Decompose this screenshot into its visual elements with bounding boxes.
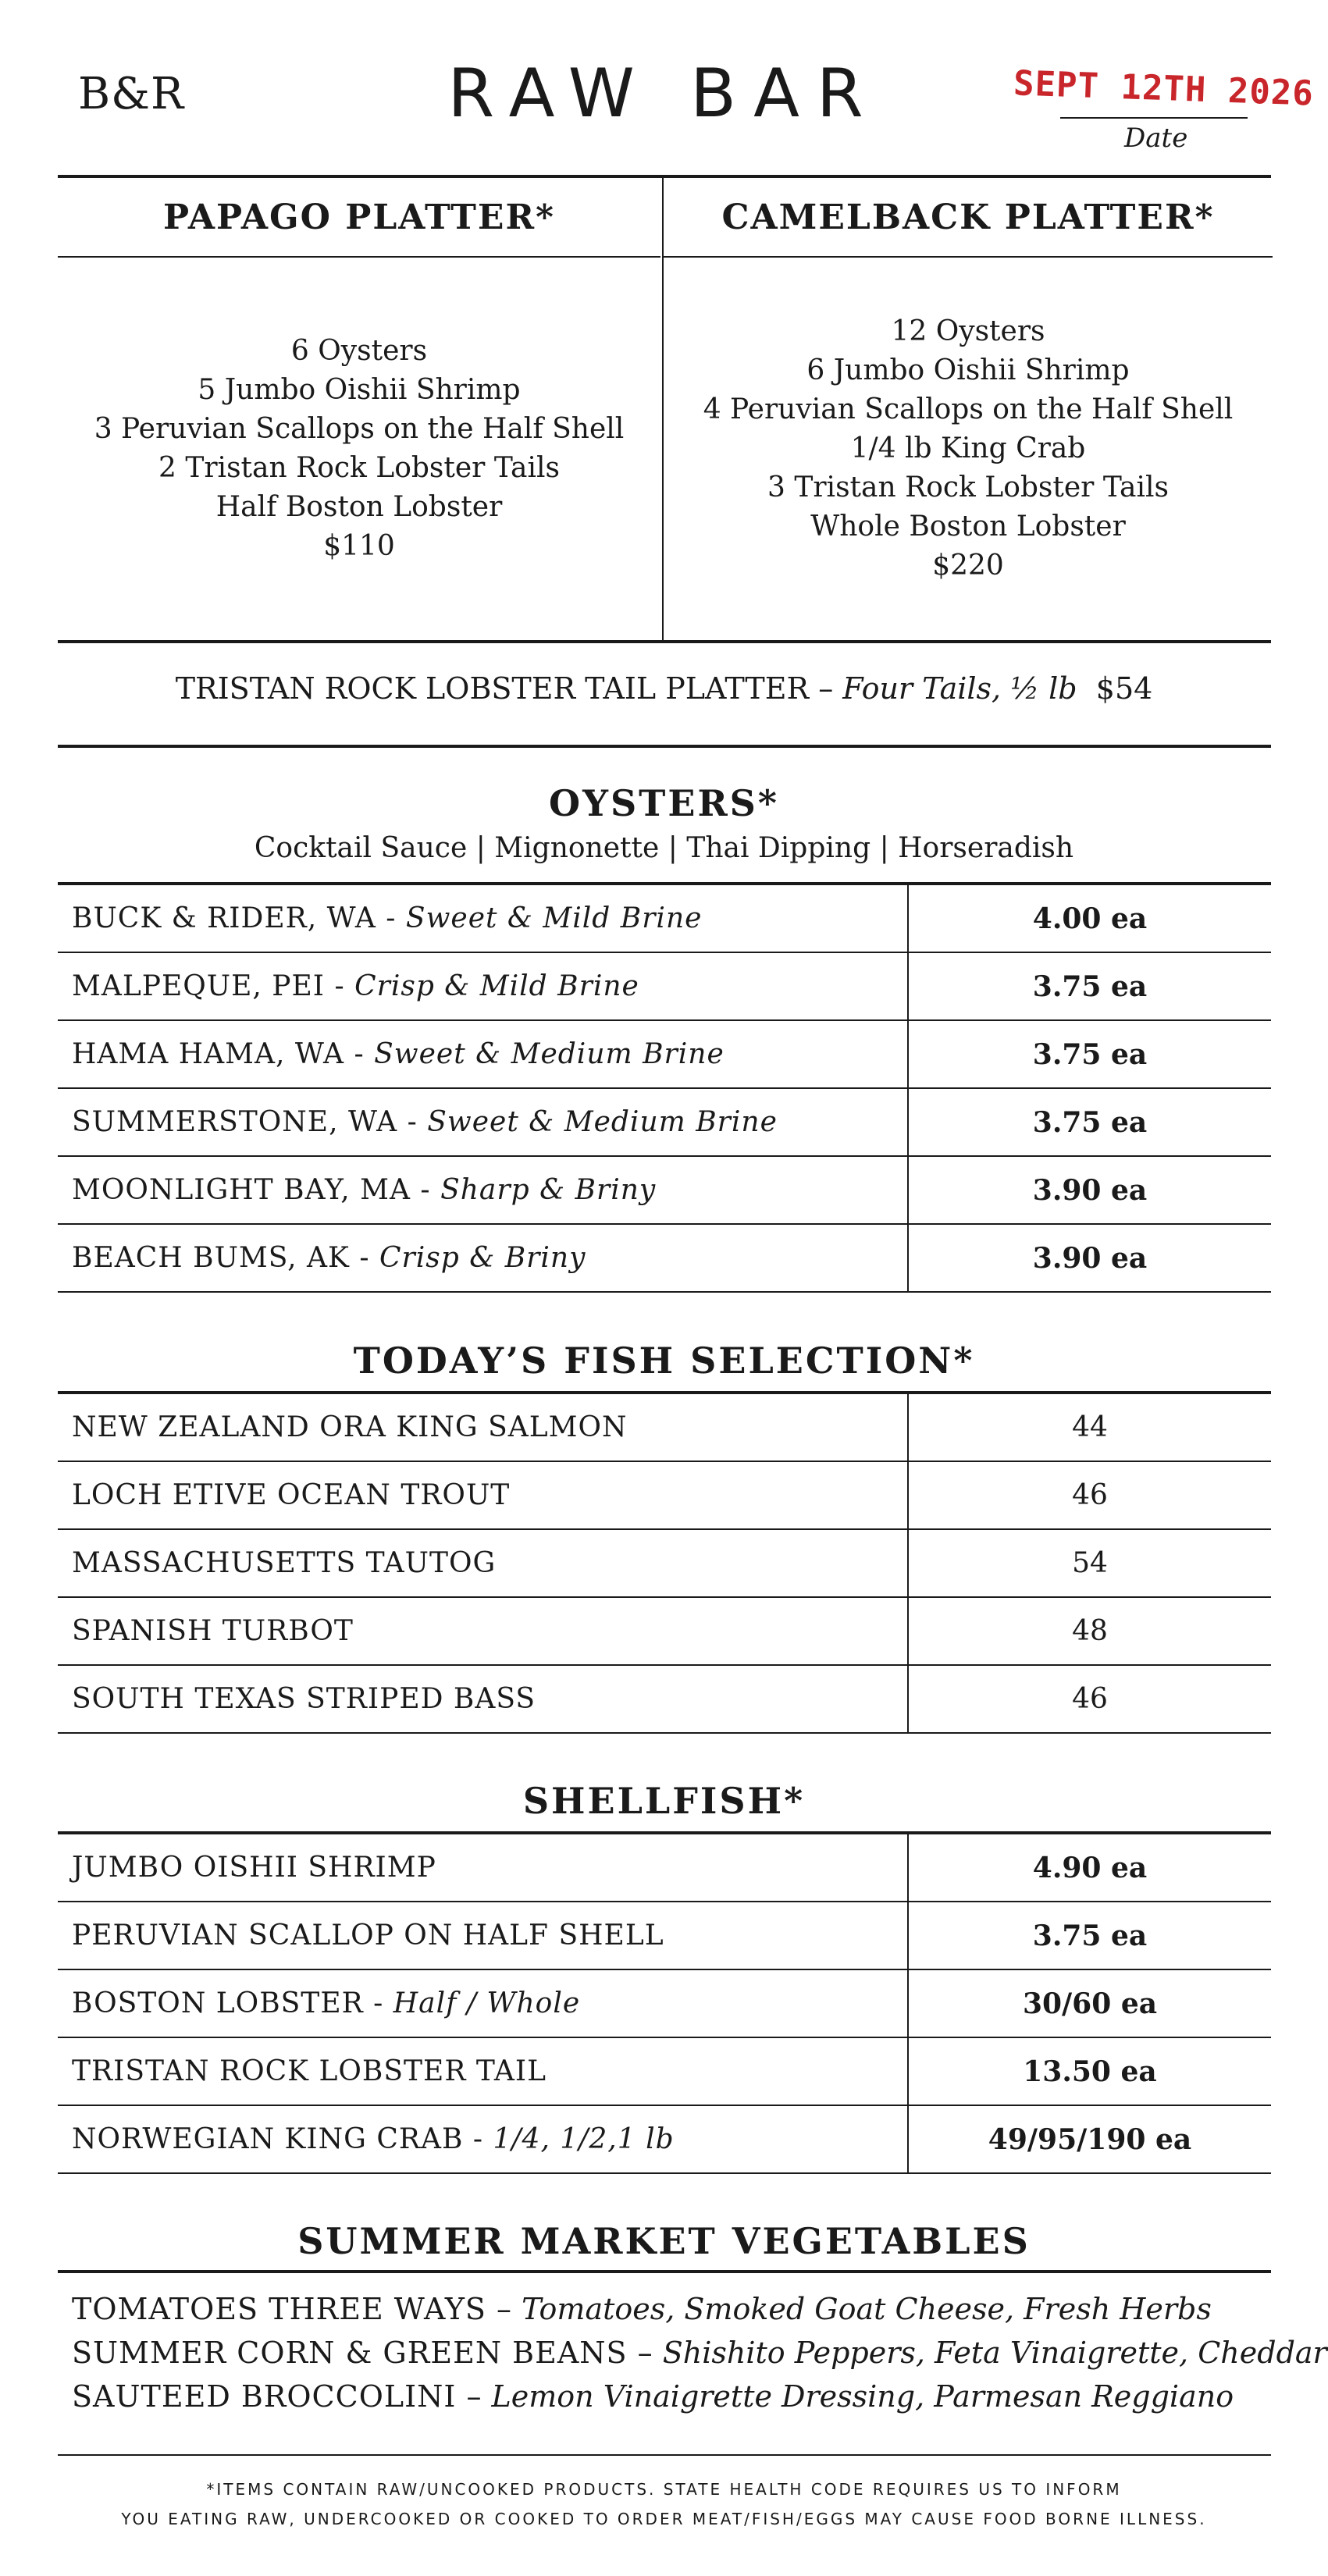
shellfish-table [58, 1831, 1271, 2174]
list-item [72, 2375, 1327, 2418]
platter-item: 12 Oysters [891, 315, 1045, 347]
item-cell [58, 1969, 908, 2037]
table-row [58, 1665, 1271, 1733]
item-desc: Sharp & Briny [440, 1174, 657, 1206]
table-row [58, 1224, 1271, 1292]
date-stamp: SEPT 12TH 2026 [1013, 63, 1315, 114]
item-price: 48 [908, 1597, 1271, 1665]
item-name: MALPEQUE, PEI - [72, 970, 345, 1002]
tail-platter-desc: Four Tails, ½ lb [842, 671, 1077, 706]
brand-logo: B&R [78, 69, 185, 119]
item-desc: Sweet & Mild Brine [405, 902, 703, 934]
date-underline [1060, 117, 1248, 119]
table-row [58, 884, 1271, 952]
item-price: 46 [908, 1665, 1271, 1733]
divider [58, 745, 1271, 748]
item-name: NEW ZEALAND ORA KING SALMON [58, 1393, 908, 1461]
veg-desc: Lemon Vinaigrette Dressing, Parmesan Reggiano [491, 2379, 1234, 2414]
item-cell [58, 2105, 908, 2173]
item-name: SUMMERSTONE, WA - [72, 1106, 418, 1138]
platter-item: 1/4 lb King Crab [850, 432, 1086, 464]
platter-papago [58, 178, 660, 640]
item-cell [58, 2037, 908, 2105]
divider [58, 2270, 1271, 2273]
item-price: 3.90 ea [908, 1224, 1271, 1292]
footnote [0, 2475, 1328, 2534]
item-price: 49/95/190 ea [908, 2105, 1271, 2173]
platter-item: 5 Jumbo Oishii Shrimp [198, 374, 521, 406]
platter-item: 3 Tristan Rock Lobster Tails [767, 471, 1170, 503]
table-row [58, 1461, 1271, 1529]
table-row [58, 1969, 1271, 2037]
table-row [58, 1020, 1271, 1088]
platter-item: 6 Jumbo Oishii Shrimp [806, 354, 1130, 386]
item-desc: Crisp & Briny [379, 1242, 586, 1274]
item-price: 44 [908, 1393, 1271, 1461]
item-name: MASSACHUSETTS TAUTOG [58, 1529, 908, 1597]
divider [58, 2454, 1271, 2456]
item-price: 46 [908, 1461, 1271, 1529]
date-label: Date [1124, 123, 1188, 154]
veg-name: SUMMER CORN & GREEN BEANS – [72, 2336, 653, 2370]
platter-item: 4 Peruvian Scallops on the Half Shell [703, 393, 1234, 425]
list-item [72, 2287, 1327, 2331]
item-price: 3.75 ea [908, 952, 1271, 1020]
item-cell [58, 884, 908, 952]
tail-platter-line [0, 671, 1328, 706]
table-row [58, 1833, 1271, 1902]
footnote-line: YOU EATING RAW, UNDERCOOKED OR COOKED TO ORDER MEAT/FISH/EGGS MAY CAUSE FOOD BORNE ILLNESS. [121, 2510, 1207, 2528]
item-price: 4.00 ea [908, 884, 1271, 952]
page-title: RAW BAR [447, 55, 881, 133]
oysters-table [58, 882, 1271, 1293]
platter-item: Whole Boston Lobster [810, 511, 1126, 543]
platter-name: CAMELBACK PLATTER* [664, 178, 1273, 258]
item-price: 3.75 ea [908, 1088, 1271, 1156]
veg-desc: Shishito Peppers, Feta Vinaigrette, Cheddar [662, 2336, 1327, 2370]
item-cell [58, 1156, 908, 1224]
item-price: 4.90 ea [908, 1833, 1271, 1902]
platters-section [58, 178, 1271, 640]
item-price: 13.50 ea [908, 2037, 1271, 2105]
list-item [72, 2331, 1327, 2375]
platter-camelback [662, 178, 1273, 640]
item-price: 3.90 ea [908, 1156, 1271, 1224]
item-desc: Crisp & Mild Brine [354, 970, 639, 1002]
table-row [58, 1597, 1271, 1665]
item-name: TRISTAN ROCK LOBSTER TAIL [72, 2055, 547, 2087]
item-name: HAMA HAMA, WA - [72, 1038, 365, 1070]
footnote-line: *ITEMS CONTAIN RAW/UNCOOKED PRODUCTS. STATE HEALTH CODE REQUIRES US TO INFORM [206, 2480, 1122, 2499]
tail-platter-price: $54 [1095, 671, 1153, 706]
item-name: NORWEGIAN KING CRAB - [72, 2123, 484, 2155]
item-name: BEACH BUMS, AK - [72, 1242, 370, 1274]
veg-desc: Tomatoes, Smoked Goat Cheese, Fresh Herbs [522, 2292, 1212, 2326]
vegetables-title: SUMMER MARKET VEGETABLES [297, 2220, 1031, 2262]
platter-contents [58, 258, 660, 640]
platter-item: 3 Peruvian Scallops on the Half Shell [94, 413, 625, 445]
platter-contents [664, 258, 1273, 640]
item-cell [58, 1833, 908, 1902]
item-name: BOSTON LOBSTER - [72, 1987, 384, 2019]
table-row [58, 2105, 1271, 2173]
item-name: SPANISH TURBOT [58, 1597, 908, 1665]
item-price: 54 [908, 1529, 1271, 1597]
item-name: LOCH ETIVE OCEAN TROUT [58, 1461, 908, 1529]
fish-table [58, 1391, 1271, 1734]
platter-item: Half Boston Lobster [215, 491, 503, 523]
veg-name: SAUTEED BROCCOLINI – [72, 2379, 482, 2414]
vegetables-list [72, 2287, 1327, 2418]
item-desc: Sweet & Medium Brine [427, 1106, 778, 1138]
item-desc: Sweet & Medium Brine [374, 1038, 725, 1070]
item-cell [58, 1902, 908, 1969]
table-row [58, 2037, 1271, 2105]
platter-price: $110 [323, 530, 395, 562]
item-desc: Half / Whole [393, 1987, 581, 2019]
table-row [58, 1902, 1271, 1969]
item-cell [58, 1224, 908, 1292]
fish-title: TODAY’S FISH SELECTION* [353, 1340, 975, 1382]
table-row [58, 1088, 1271, 1156]
divider [58, 640, 1271, 643]
item-name: JUMBO OISHII SHRIMP [72, 1852, 436, 1884]
item-cell [58, 1020, 908, 1088]
platter-name: PAPAGO PLATTER* [58, 178, 660, 258]
tail-platter-name: TRISTAN ROCK LOBSTER TAIL PLATTER – [175, 671, 834, 706]
platter-item: 2 Tristan Rock Lobster Tails [158, 452, 561, 484]
platter-price: $220 [932, 550, 1004, 582]
shellfish-title: SHELLFISH* [522, 1780, 806, 1822]
item-price: 3.75 ea [908, 1020, 1271, 1088]
table-row [58, 952, 1271, 1020]
item-name: SOUTH TEXAS STRIPED BASS [58, 1665, 908, 1733]
item-name: MOONLIGHT BAY, MA - [72, 1174, 431, 1206]
table-row [58, 1393, 1271, 1461]
item-cell [58, 952, 908, 1020]
table-row [58, 1529, 1271, 1597]
veg-name: TOMATOES THREE WAYS – [72, 2292, 513, 2326]
item-desc: 1/4, 1/2,1 lb [493, 2123, 675, 2155]
platter-item: 6 Oysters [290, 335, 428, 367]
table-row [58, 1156, 1271, 1224]
item-name: PERUVIAN SCALLOP ON HALF SHELL [72, 1920, 664, 1952]
item-name: BUCK & RIDER, WA - [72, 902, 397, 934]
oysters-title: OYSTERS* [549, 782, 779, 824]
item-price: 30/60 ea [908, 1969, 1271, 2037]
oysters-sauces: Cocktail Sauce | Mignonette | Thai Dipping | Horseradish [254, 832, 1074, 864]
item-price: 3.75 ea [908, 1902, 1271, 1969]
item-cell [58, 1088, 908, 1156]
